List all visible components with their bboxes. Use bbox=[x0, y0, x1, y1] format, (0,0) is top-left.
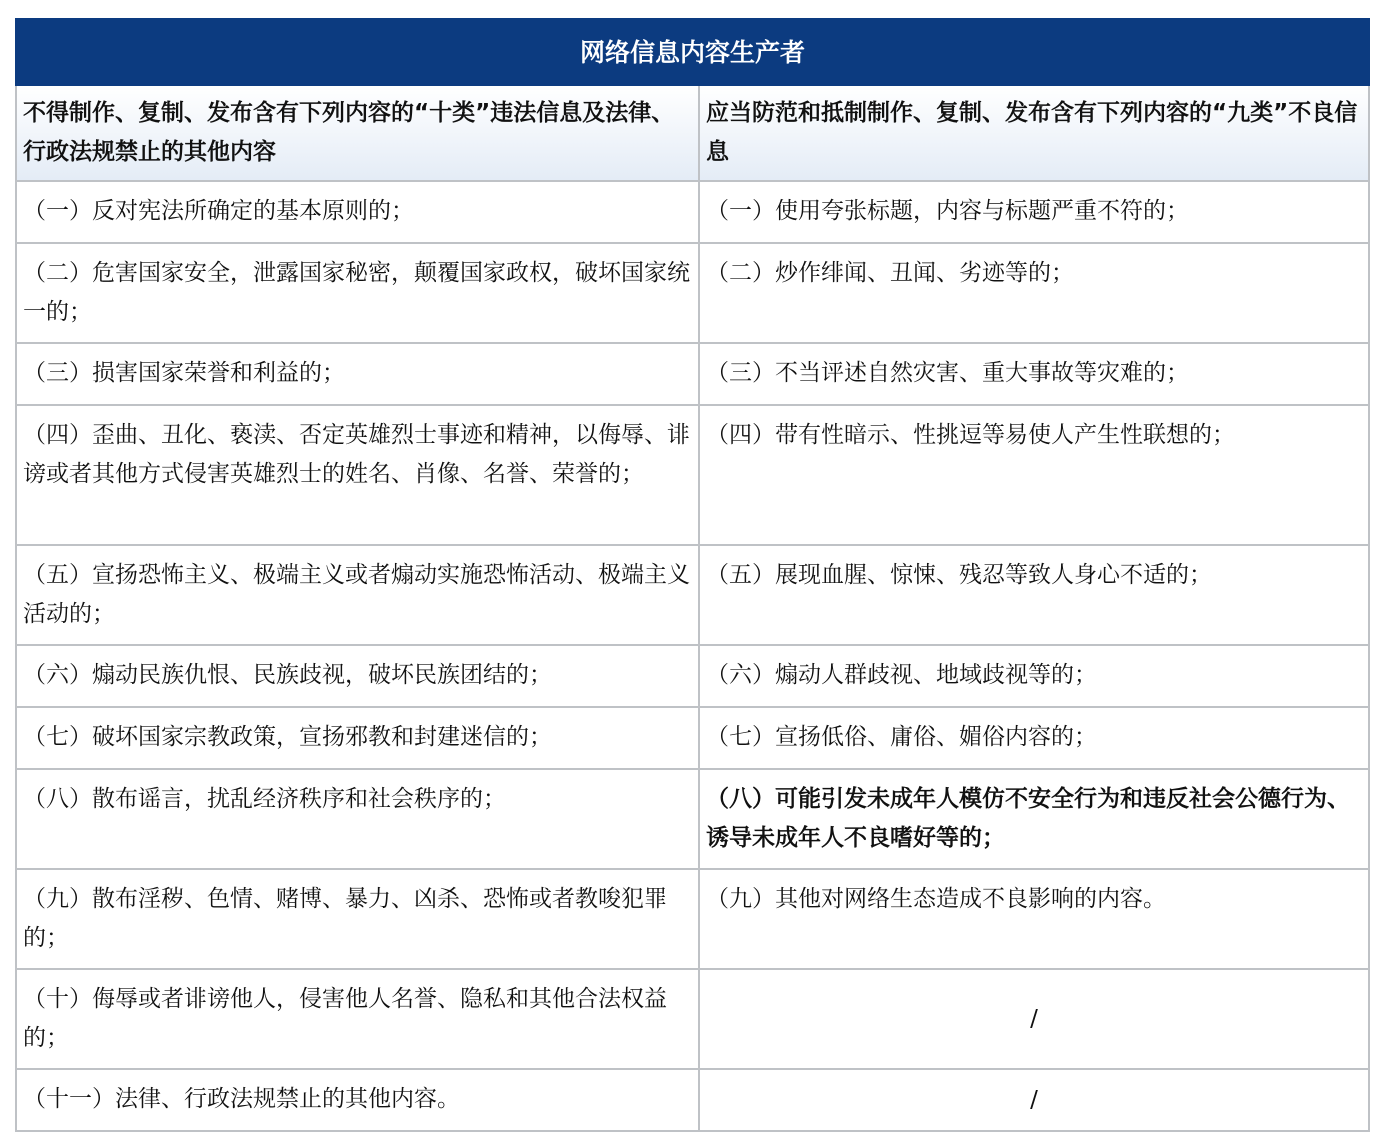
illegal-item: （七）破坏国家宗教政策，宣扬邪教和封建迷信的； bbox=[16, 707, 699, 769]
illegal-item: （六）煽动民族仇恨、民族歧视，破坏民族团结的； bbox=[16, 645, 699, 707]
harmful-item: （四）带有性暗示、性挑逗等易使人产生性联想的； bbox=[699, 405, 1369, 545]
harmful-item-emphasized: （八）可能引发未成年人模仿不安全行为和违反社会公德行为、诱导未成年人不良嗜好等的； bbox=[699, 769, 1369, 869]
illegal-item: （八）散布谣言，扰乱经济秩序和社会秩序的； bbox=[16, 769, 699, 869]
harmful-item: （二）炒作绯闻、丑闻、劣迹等的； bbox=[699, 243, 1369, 343]
harmful-item: （三）不当评述自然灾害、重大事故等灾难的； bbox=[699, 343, 1369, 405]
harmful-item: （五）展现血腥、惊悚、残忍等致人身心不适的； bbox=[699, 545, 1369, 645]
content-regulation-table bbox=[15, 18, 1370, 1132]
harmful-item: （九）其他对网络生态造成不良影响的内容。 bbox=[699, 869, 1369, 969]
harmful-item: （一）使用夸张标题，内容与标题严重不符的； bbox=[699, 181, 1369, 243]
table-row bbox=[16, 707, 1369, 769]
illegal-item: （五）宣扬恐怖主义、极端主义或者煽动实施恐怖活动、极端主义活动的； bbox=[16, 545, 699, 645]
illegal-item: （十）侮辱或者诽谤他人，侵害他人名誉、隐私和其他合法权益的； bbox=[16, 969, 699, 1069]
table-row bbox=[16, 405, 1369, 545]
illegal-item: （二）危害国家安全，泄露国家秘密，颠覆国家政权，破坏国家统一的； bbox=[16, 243, 699, 343]
empty-cell-slash: / bbox=[699, 1069, 1369, 1131]
illegal-item: （一）反对宪法所确定的基本原则的； bbox=[16, 181, 699, 243]
content-table-container bbox=[15, 18, 1368, 1132]
table-title-row bbox=[16, 19, 1369, 85]
column-header-harmful: 应当防范和抵制制作、复制、发布含有下列内容的“九类”不良信息 bbox=[699, 85, 1369, 181]
table-title: 网络信息内容生产者 bbox=[16, 19, 1369, 85]
table-header-row bbox=[16, 85, 1369, 181]
table-row bbox=[16, 243, 1369, 343]
column-header-illegal: 不得制作、复制、发布含有下列内容的“十类”违法信息及法律、行政法规禁止的其他内容 bbox=[16, 85, 699, 181]
illegal-item: （九）散布淫秽、色情、赌博、暴力、凶杀、恐怖或者教唆犯罪的； bbox=[16, 869, 699, 969]
table-row bbox=[16, 645, 1369, 707]
illegal-item: （十一）法律、行政法规禁止的其他内容。 bbox=[16, 1069, 699, 1131]
table-row bbox=[16, 181, 1369, 243]
harmful-item: （六）煽动人群歧视、地域歧视等的； bbox=[699, 645, 1369, 707]
table-row bbox=[16, 769, 1369, 869]
harmful-item: （七）宣扬低俗、庸俗、媚俗内容的； bbox=[699, 707, 1369, 769]
table-row bbox=[16, 969, 1369, 1069]
table-row bbox=[16, 1069, 1369, 1131]
illegal-item: （四）歪曲、丑化、亵渎、否定英雄烈士事迹和精神，以侮辱、诽谤或者其他方式侵害英雄烈士的姓名、肖像、名誉、荣誉的； bbox=[16, 405, 699, 545]
empty-cell-slash: / bbox=[699, 969, 1369, 1069]
table-row bbox=[16, 545, 1369, 645]
table-row bbox=[16, 869, 1369, 969]
illegal-item: （三）损害国家荣誉和利益的； bbox=[16, 343, 699, 405]
table-row bbox=[16, 343, 1369, 405]
